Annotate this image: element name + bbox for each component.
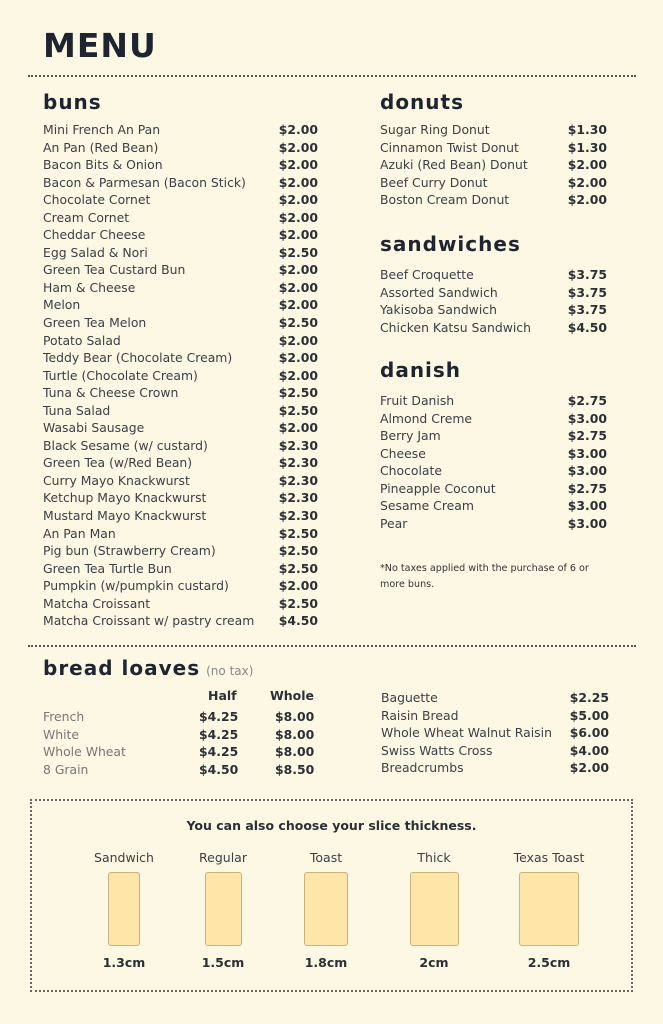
menu-item — [43, 384, 318, 402]
menu-item — [43, 612, 318, 630]
item-price: $2.00 — [278, 157, 318, 173]
menu-item — [43, 489, 318, 507]
item-name: Pear — [380, 515, 408, 531]
loaf-whole-price: $8.00 — [275, 709, 315, 724]
item-name: Bacon Bits & Onion — [43, 157, 163, 173]
item-price: $2.30 — [278, 508, 318, 524]
item-name: Swiss Watts Cross — [381, 742, 493, 758]
item-price: $2.00 — [567, 157, 607, 172]
slice-illustration — [410, 872, 459, 946]
menu-item — [380, 427, 607, 445]
menu-item — [43, 437, 318, 455]
menu-item — [43, 296, 318, 314]
menu-item — [43, 121, 318, 139]
menu-item — [380, 319, 607, 337]
menu-item — [43, 226, 318, 244]
menu-item — [380, 284, 607, 302]
item-price: $3.75 — [567, 302, 607, 317]
item-price: $2.50 — [278, 402, 318, 418]
item-price: $2.00 — [278, 420, 318, 436]
item-price: $2.30 — [278, 437, 318, 453]
menu-item — [43, 560, 318, 578]
item-name: Cheddar Cheese — [43, 227, 146, 243]
menu-item — [43, 542, 318, 560]
menu-item — [43, 314, 318, 332]
item-price: $4.00 — [569, 742, 609, 758]
item-price: $2.00 — [278, 227, 318, 243]
item-price: $2.00 — [278, 262, 318, 278]
slice-label: Texas Toast — [513, 850, 585, 865]
item-name: Assorted Sandwich — [380, 284, 498, 300]
loaf-item — [43, 708, 318, 726]
menu-item — [380, 480, 607, 498]
bread-loaves-title: bread loaves — [43, 656, 201, 680]
slice-label: Thick — [417, 850, 451, 865]
loaf-name: French — [43, 709, 85, 724]
item-name: Cinnamon Twist Donut — [380, 139, 519, 155]
menu-item — [380, 497, 607, 515]
item-price: $2.50 — [278, 385, 318, 401]
item-name: Berry Jam — [380, 428, 441, 443]
item-name: Green Tea (w/Red Bean) — [43, 455, 193, 471]
item-price: $3.00 — [567, 498, 607, 513]
item-price: $2.50 — [278, 315, 318, 331]
item-price: $2.00 — [278, 578, 318, 594]
item-price: $3.00 — [567, 445, 607, 461]
menu-item — [43, 156, 318, 174]
item-price: $4.50 — [278, 613, 318, 629]
menu-item — [43, 419, 318, 437]
item-price: $3.00 — [567, 515, 607, 531]
item-price: $6.00 — [569, 725, 609, 740]
menu-item — [43, 402, 318, 420]
item-name: Melon — [43, 297, 81, 313]
menu-item — [43, 472, 318, 490]
sandwiches-heading: sandwiches — [380, 232, 521, 256]
item-name: Yakisoba Sandwich — [380, 302, 497, 317]
item-price: $2.75 — [567, 393, 607, 408]
menu-item — [43, 595, 318, 613]
item-name: Turtle (Chocolate Cream) — [43, 367, 198, 383]
item-price: $2.00 — [567, 192, 607, 207]
menu-item — [380, 266, 607, 284]
menu-item — [43, 525, 318, 543]
slice-illustration — [519, 872, 579, 946]
item-name: Chocolate Cornet — [43, 192, 151, 208]
item-price: $2.00 — [278, 192, 318, 208]
item-price: $2.00 — [278, 174, 318, 190]
slice-thickness: 1.8cm — [304, 955, 348, 970]
menu-title: MENU — [43, 26, 157, 65]
loaf-half-price: $4.50 — [199, 761, 239, 777]
item-price: $2.50 — [278, 244, 318, 260]
loaf-name: Whole Wheat — [43, 744, 126, 760]
danish-list — [380, 392, 607, 532]
item-price: $2.50 — [278, 560, 318, 576]
item-price: $2.00 — [278, 139, 318, 155]
item-name: Beef Curry Donut — [380, 174, 488, 190]
item-name: Ketchup Mayo Knackwurst — [43, 490, 207, 506]
item-name: Mustard Mayo Knackwurst — [43, 508, 207, 524]
menu-item — [380, 156, 607, 174]
slice-illustration — [108, 872, 140, 946]
item-price: $2.00 — [569, 760, 609, 775]
item-name: Fruit Danish — [380, 393, 455, 408]
menu-item — [380, 462, 607, 480]
item-price: $1.30 — [567, 122, 607, 137]
item-price: $5.00 — [569, 707, 609, 723]
item-name: Azuki (Red Bean) Donut — [380, 157, 528, 172]
item-name: An Pan (Red Bean) — [43, 139, 159, 155]
loaf-whole-price: $8.00 — [275, 726, 315, 742]
danish-heading: danish — [380, 358, 462, 382]
menu-item — [381, 689, 609, 707]
item-name: Whole Wheat Walnut Raisin — [381, 725, 552, 740]
slice-label: Sandwich — [94, 850, 154, 865]
menu-item — [43, 332, 318, 350]
item-name: Pineapple Coconut — [380, 480, 496, 496]
sandwiches-list — [380, 266, 607, 336]
item-price: $2.00 — [278, 297, 318, 313]
slice-thickness: 1.5cm — [201, 955, 245, 970]
item-name: Wasabi Sausage — [43, 420, 145, 436]
item-name: Teddy Bear (Chocolate Cream) — [43, 350, 233, 366]
menu-item — [43, 209, 318, 227]
item-price: $2.30 — [278, 455, 318, 471]
menu-item — [380, 392, 607, 410]
item-name: Mini French An Pan — [43, 122, 161, 137]
menu-item — [43, 279, 318, 297]
item-price: $2.25 — [569, 690, 609, 705]
item-name: Pig bun (Strawberry Cream) — [43, 543, 216, 559]
item-price: $2.00 — [278, 279, 318, 295]
item-price: $2.00 — [278, 332, 318, 348]
slice-label: Regular — [199, 850, 247, 865]
donuts-heading: donuts — [380, 90, 464, 114]
item-name: Breadcrumbs — [381, 760, 464, 775]
loaf-whole-price: $8.00 — [275, 744, 315, 760]
slice-thickness: 2.5cm — [527, 955, 571, 970]
item-name: Chocolate — [380, 463, 442, 478]
item-name: Green Tea Turtle Bun — [43, 560, 172, 576]
slice-label: Toast — [309, 850, 343, 865]
menu-item — [380, 301, 607, 319]
top-divider — [28, 75, 636, 77]
item-price: $2.00 — [278, 122, 318, 137]
loaf-item — [43, 761, 318, 779]
item-name: Bacon & Parmesan (Bacon Stick) — [43, 174, 246, 190]
bread-loaves-heading — [43, 656, 253, 680]
item-price: $3.00 — [567, 463, 607, 478]
item-name: Chicken Katsu Sandwich — [380, 319, 531, 335]
menu-item — [380, 191, 607, 209]
menu-item — [43, 174, 318, 192]
buns-heading: buns — [43, 90, 102, 114]
loaf-whole-price: $8.50 — [275, 761, 315, 777]
slice-thickness: 2cm — [419, 955, 449, 970]
item-name: Black Sesame (w/ custard) — [43, 437, 208, 453]
item-name: Curry Mayo Knackwurst — [43, 472, 190, 488]
menu-item — [43, 261, 318, 279]
whole-column-header: Whole — [270, 688, 315, 703]
item-price: $2.75 — [567, 428, 607, 443]
menu-item — [43, 577, 318, 595]
slice-illustration — [205, 872, 242, 946]
no-tax-label: (no tax) — [206, 664, 254, 678]
menu-item — [43, 191, 318, 209]
item-name: Green Tea Custard Bun — [43, 262, 186, 278]
loaf-half-price: $4.25 — [199, 726, 239, 742]
loaf-half-price: $4.25 — [199, 744, 239, 760]
item-price: $2.00 — [278, 209, 318, 225]
item-name: Matcha Croissant — [43, 595, 151, 611]
item-name: Green Tea Melon — [43, 315, 147, 331]
item-name: Tuna & Cheese Crown — [43, 385, 179, 401]
menu-item — [380, 174, 607, 192]
item-price: $2.30 — [278, 472, 318, 488]
item-name: Raisin Bread — [381, 707, 459, 723]
donuts-list — [380, 121, 607, 209]
menu-item — [380, 121, 607, 139]
item-price: $4.50 — [567, 319, 607, 335]
item-name: Sesame Cream — [380, 498, 474, 513]
tax-note: *No taxes applied with the purchase of 6 or more buns. — [380, 563, 589, 590]
item-name: Cheese — [380, 445, 426, 461]
menu-item — [43, 454, 318, 472]
item-price: $2.00 — [567, 174, 607, 190]
slice-thickness-title: You can also choose your slice thickness. — [186, 818, 477, 833]
other-loaves-list — [381, 689, 609, 777]
item-price: $3.00 — [567, 410, 607, 426]
item-price: $2.75 — [567, 480, 607, 496]
item-name: Potato Salad — [43, 332, 121, 348]
item-name: Almond Creme — [380, 410, 473, 426]
menu-item — [43, 349, 318, 367]
menu-item — [43, 367, 318, 385]
item-price: $2.50 — [278, 595, 318, 611]
menu-item — [380, 139, 607, 157]
menu-item — [43, 139, 318, 157]
middle-divider — [28, 645, 636, 647]
item-name: Boston Cream Donut — [380, 192, 510, 207]
loaf-name: 8 Grain — [43, 761, 89, 777]
menu-item — [381, 759, 609, 777]
loaf-name: White — [43, 726, 80, 742]
menu-item — [380, 445, 607, 463]
menu-item — [381, 724, 609, 742]
item-name: Beef Croquette — [380, 267, 474, 282]
item-price: $3.75 — [567, 284, 607, 300]
item-name: Cream Cornet — [43, 209, 130, 225]
menu-item — [380, 410, 607, 428]
loaf-item — [43, 726, 318, 744]
loaf-half-price: $4.25 — [199, 709, 239, 724]
slice-illustration — [304, 872, 348, 946]
item-name: Matcha Croissant w/ pastry cream — [43, 613, 255, 629]
item-name: Egg Salad & Nori — [43, 244, 148, 260]
menu-item — [43, 507, 318, 525]
item-price: $1.30 — [567, 139, 607, 155]
item-name: Tuna Salad — [43, 402, 111, 418]
item-price: $3.75 — [567, 267, 607, 282]
menu-item — [43, 244, 318, 262]
half-column-header: Half — [208, 688, 237, 703]
item-name: Sugar Ring Donut — [380, 122, 490, 137]
item-price: $2.00 — [278, 350, 318, 366]
item-name: Pumpkin (w/pumpkin custard) — [43, 578, 229, 594]
item-price: $2.00 — [278, 367, 318, 383]
loaf-item — [43, 743, 318, 761]
buns-list — [43, 121, 318, 630]
item-price: $2.50 — [278, 525, 318, 541]
item-name: Ham & Cheese — [43, 279, 136, 295]
item-price: $2.30 — [278, 490, 318, 506]
menu-item — [381, 707, 609, 725]
slice-thickness: 1.3cm — [102, 955, 146, 970]
item-name: An Pan Man — [43, 525, 116, 541]
menu-item — [381, 742, 609, 760]
item-name: Baguette — [381, 690, 438, 705]
item-price: $2.50 — [278, 543, 318, 559]
menu-item — [380, 515, 607, 533]
